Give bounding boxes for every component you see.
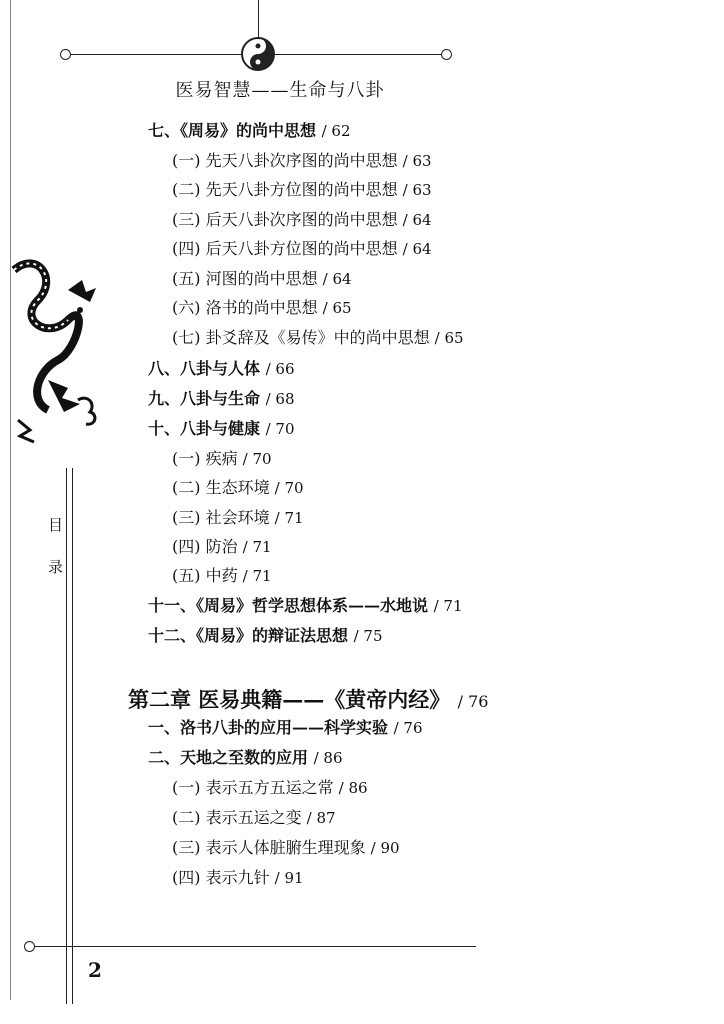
toc-item: [172, 297, 352, 319]
toc-page: / 71: [274, 509, 304, 527]
toc-page: / 90: [370, 839, 400, 857]
side-label-mu: 目: [48, 516, 64, 534]
left-frame-line-2: [72, 468, 73, 1004]
toc-ch2-section-1: [148, 717, 423, 739]
toc-title: 十、八卦与健康: [148, 419, 261, 438]
toc-title: (四) 防治: [172, 537, 238, 556]
toc-item: [172, 238, 432, 260]
toc-page: / 65: [322, 299, 352, 317]
footer-rule: [30, 946, 476, 947]
side-label-lu: 录: [48, 558, 64, 576]
toc-title: (三) 社会环境: [172, 508, 270, 527]
toc-title: 二、天地之至数的应用: [148, 748, 309, 767]
toc-title: (三) 表示人体脏腑生理现象: [172, 838, 366, 857]
toc-item: [172, 777, 368, 799]
toc-section-12: [148, 625, 383, 647]
toc-section-7: [148, 120, 351, 142]
toc-title: 七、《周易》的尚中思想: [148, 121, 317, 140]
toc-chapter-2: [128, 684, 488, 714]
toc-item: [172, 209, 432, 231]
toc-title: (五) 中药: [172, 566, 238, 585]
toc-page: / 70: [265, 420, 295, 438]
toc-item: [172, 536, 272, 558]
toc-title: (五) 河图的尚中思想: [172, 269, 318, 288]
toc-item: [172, 150, 432, 172]
toc-title: (二) 表示五运之变: [172, 808, 302, 827]
toc-title: (一) 疾病: [172, 449, 238, 468]
toc-section-10: [148, 418, 295, 440]
toc-page: / 64: [402, 240, 432, 258]
toc-item: [172, 448, 272, 470]
yin-yang-icon: [240, 36, 276, 72]
toc-title: (四) 表示九针: [172, 868, 270, 887]
toc-section-9: [148, 388, 295, 410]
chapter-title: 第二章 医易典籍——《黄帝内经》: [128, 687, 451, 712]
toc-item: [172, 565, 272, 587]
toc-title: (七) 卦爻辞及《易传》中的尚中思想: [172, 328, 430, 347]
toc-page: / 71: [242, 567, 272, 585]
toc-page: / 64: [402, 211, 432, 229]
toc-page: / 87: [306, 809, 336, 827]
toc-page: / 70: [242, 450, 272, 468]
toc-page: / 76: [457, 692, 489, 711]
left-frame-line-outer: [10, 0, 11, 1000]
toc-page: / 71: [433, 597, 463, 615]
toc-title: (三) 后天八卦次序图的尚中思想: [172, 210, 398, 229]
running-header-title: 医易智慧——生命与八卦: [175, 80, 385, 101]
toc-title: 十二、《周易》的辩证法思想: [148, 626, 349, 645]
toc-page: / 86: [313, 749, 343, 767]
footer-rule-ornament: [24, 941, 35, 952]
toc-page: / 86: [338, 779, 368, 797]
toc-section-11: [148, 595, 463, 617]
toc-item: [172, 327, 464, 349]
toc-page: / 66: [265, 360, 295, 378]
toc-page: / 70: [274, 479, 304, 497]
toc-item: [172, 867, 304, 889]
toc-page: / 65: [434, 329, 464, 347]
toc-title: (一) 先天八卦次序图的尚中思想: [172, 151, 398, 170]
toc-page: / 91: [274, 869, 304, 887]
toc-title: 十一、《周易》哲学思想体系——水地说: [148, 596, 429, 615]
toc-page: / 63: [402, 181, 432, 199]
toc-page: / 71: [242, 538, 272, 556]
toc-title: 一、洛书八卦的应用——科学实验: [148, 718, 389, 737]
toc-page: / 76: [393, 719, 423, 737]
toc-title: (二) 先天八卦方位图的尚中思想: [172, 180, 398, 199]
left-frame-line-1: [66, 468, 67, 1004]
toc-title: 九、八卦与生命: [148, 389, 261, 408]
toc-page: / 68: [265, 390, 295, 408]
toc-page: / 62: [321, 122, 351, 140]
frame-line-top-center: [258, 0, 259, 38]
toc-page: / 63: [402, 152, 432, 170]
toc-item: [172, 837, 400, 859]
toc-item: [172, 507, 304, 529]
header-rule-right-ornament: [441, 49, 452, 60]
toc-item: [172, 268, 352, 290]
toc-title: (四) 后天八卦方位图的尚中思想: [172, 239, 398, 258]
toc-title: (一) 表示五方五运之常: [172, 778, 334, 797]
toc-page: / 75: [353, 627, 383, 645]
toc-title: (二) 生态环境: [172, 478, 270, 497]
toc-item: [172, 807, 336, 829]
toc-section-8: [148, 358, 295, 380]
toc-title: (六) 洛书的尚中思想: [172, 298, 318, 317]
dragon-illustration: [8, 250, 104, 450]
toc-title: 八、八卦与人体: [148, 359, 261, 378]
toc-item: [172, 477, 304, 499]
page-number: 2: [88, 958, 102, 982]
toc-item: [172, 179, 432, 201]
toc-ch2-section-2: [148, 747, 343, 769]
toc-page: / 64: [322, 270, 352, 288]
header-rule-left-ornament: [60, 49, 71, 60]
